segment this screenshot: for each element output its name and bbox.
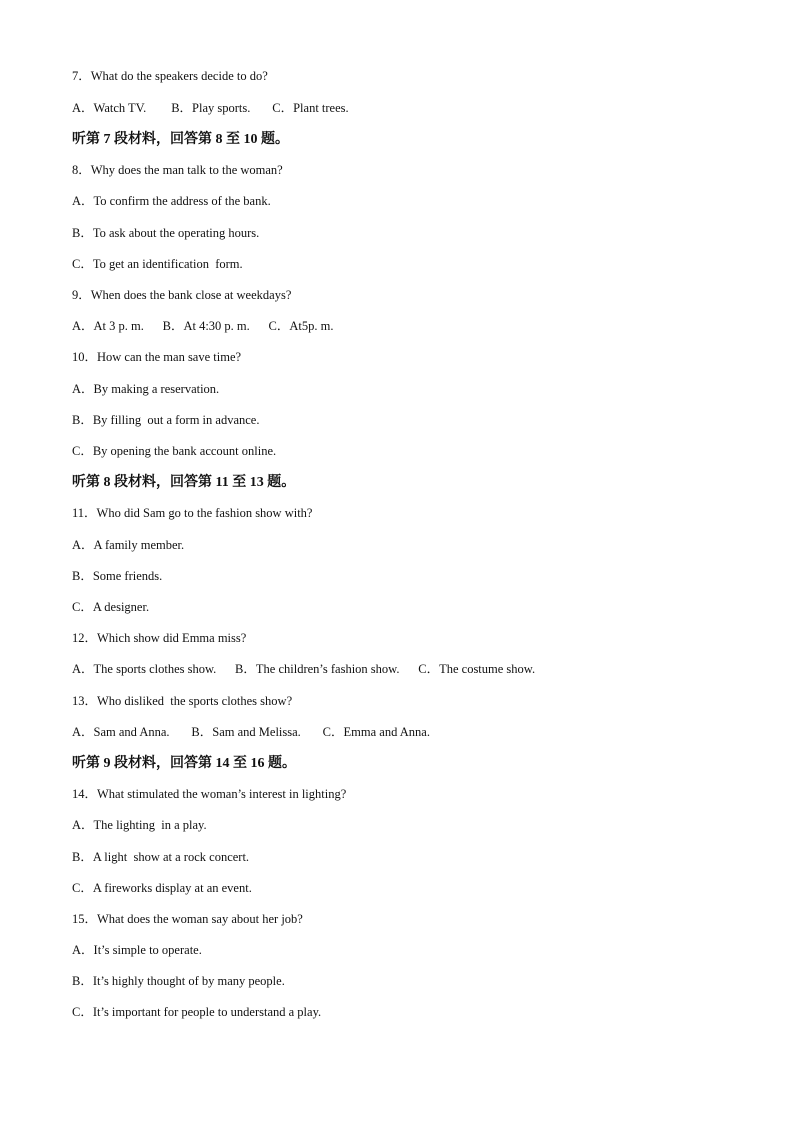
answer-options: A．By making a reservation. [72, 382, 220, 396]
answer-options: A．The sports clothes show. B．The children’s fashion show. C．The costume show. [72, 662, 536, 676]
question-text: 12．Which show did Emma miss? [72, 631, 247, 645]
answer-options: B．It’s highly thought of by many people. [72, 974, 285, 988]
answer-options: C．By opening the bank account online. [72, 444, 277, 458]
answer-options: B．A light show at a rock concert. [72, 850, 250, 864]
question-text: 14．What stimulated the woman’s interest in lighting? [72, 787, 347, 801]
answer-options: B．Some friends. [72, 569, 163, 583]
answer-options: A．To confirm the address of the bank. [72, 194, 271, 208]
question-text: 13．Who disliked the sports clothes show? [72, 694, 293, 708]
answer-options: B．To ask about the operating hours. [72, 226, 260, 240]
answer-options: A．Sam and Anna. B．Sam and Melissa. C．Emma and Anna. [72, 725, 430, 739]
section-header: 听第 8 段材料，回答第 11 至 13 题。 [72, 475, 296, 490]
question-text: 10．How can the man save time? [72, 350, 242, 364]
section-header: 听第 7 段材料，回答第 8 至 10 题。 [72, 132, 289, 147]
answer-options: C．It’s important for people to understand a play. [72, 1005, 322, 1019]
question-text: 7．What do the speakers decide to do? [72, 69, 268, 83]
question-text: 8．Why does the man talk to the woman? [72, 163, 283, 177]
answer-options: A．It’s simple to operate. [72, 943, 202, 957]
answer-options: C．A fireworks display at an event. [72, 881, 252, 895]
answer-options: A．At 3 p. m. B．At 4:30 p. m. C．At5p. m. [72, 319, 334, 333]
question-text: 15．What does the woman say about her job? [72, 912, 303, 926]
question-text: 9．When does the bank close at weekdays? [72, 288, 292, 302]
section-header: 听第 9 段材料，回答第 14 至 16 题。 [72, 756, 296, 771]
answer-options: A．A family member. [72, 538, 185, 552]
answer-options: C．To get an identification form. [72, 257, 243, 271]
answer-options: C．A designer. [72, 600, 150, 614]
answer-options: B．By filling out a form in advance. [72, 413, 260, 427]
answer-options: A．The lighting in a play. [72, 818, 207, 832]
question-text: 11．Who did Sam go to the fashion show with? [72, 506, 313, 520]
answer-options: A．Watch TV. B．Play sports. C．Plant trees. [72, 101, 349, 115]
